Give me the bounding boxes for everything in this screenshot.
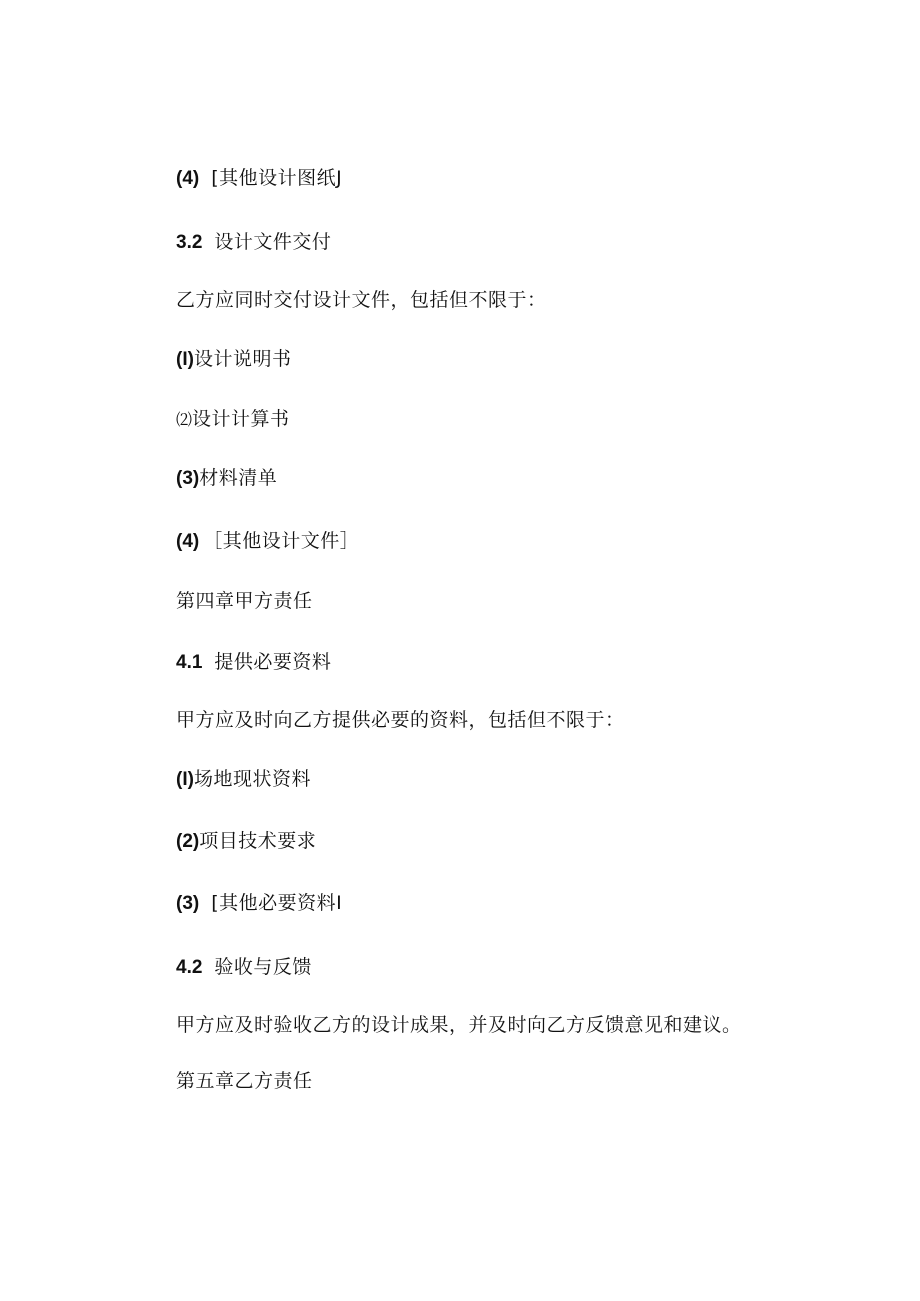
chapter-title: 第五章乙方责任 <box>176 1070 313 1092</box>
item-number: (2) <box>176 831 200 852</box>
list-item-other-materials <box>176 887 342 919</box>
list-item-other-files <box>176 525 359 557</box>
item-text: ［其他设计文件］ <box>203 530 360 552</box>
section-number: 3.2 <box>176 232 203 253</box>
item-text: 设计计算书 <box>192 408 290 430</box>
item-text: [其他设计图纸J <box>211 167 343 189</box>
section-title: 验收与反馈 <box>214 956 312 978</box>
section-number: 4.1 <box>176 652 203 673</box>
list-item-site-status <box>176 763 311 795</box>
item-number: (4) <box>176 168 200 189</box>
item-text: 项目技术要求 <box>199 830 317 852</box>
chapter-heading-4 <box>176 585 313 617</box>
paragraph-text: 甲方应及时验收乙方的设计成果，并及时向乙方反馈意见和建议。 <box>176 1014 742 1036</box>
paragraph-text: 甲方应及时向乙方提供必要的资料，包括但不限于： <box>176 709 625 731</box>
item-number: (3) <box>176 893 200 914</box>
section-heading-4-2 <box>176 951 312 983</box>
list-item-design-spec <box>176 343 291 375</box>
list-item-tech-requirements <box>176 825 316 857</box>
paragraph <box>176 704 625 736</box>
paragraph <box>176 284 547 316</box>
item-number: (I) <box>176 349 194 370</box>
item-number: (4) <box>176 531 200 552</box>
item-text: 材料清单 <box>199 467 278 489</box>
item-number: ⑵ <box>176 410 193 429</box>
item-text: 场地现状资料 <box>193 768 311 790</box>
item-number: (I) <box>176 769 194 790</box>
paragraph-text: 乙方应同时交付设计文件，包括但不限于： <box>176 289 547 311</box>
list-item-materials <box>176 462 277 494</box>
section-number: 4.2 <box>176 957 203 978</box>
item-text: [其他必要资料I <box>211 892 343 914</box>
list-item-other-drawings <box>176 162 342 194</box>
list-item-calculation <box>176 403 290 435</box>
chapter-title: 第四章甲方责任 <box>176 590 313 612</box>
section-heading-3-2 <box>176 226 331 258</box>
paragraph <box>176 1009 742 1041</box>
section-title: 提供必要资料 <box>214 651 332 673</box>
chapter-heading-5 <box>176 1065 313 1097</box>
item-text: 设计说明书 <box>193 348 292 370</box>
section-heading-4-1 <box>176 646 331 678</box>
item-number: (3) <box>176 468 200 489</box>
section-title: 设计文件交付 <box>214 231 332 253</box>
